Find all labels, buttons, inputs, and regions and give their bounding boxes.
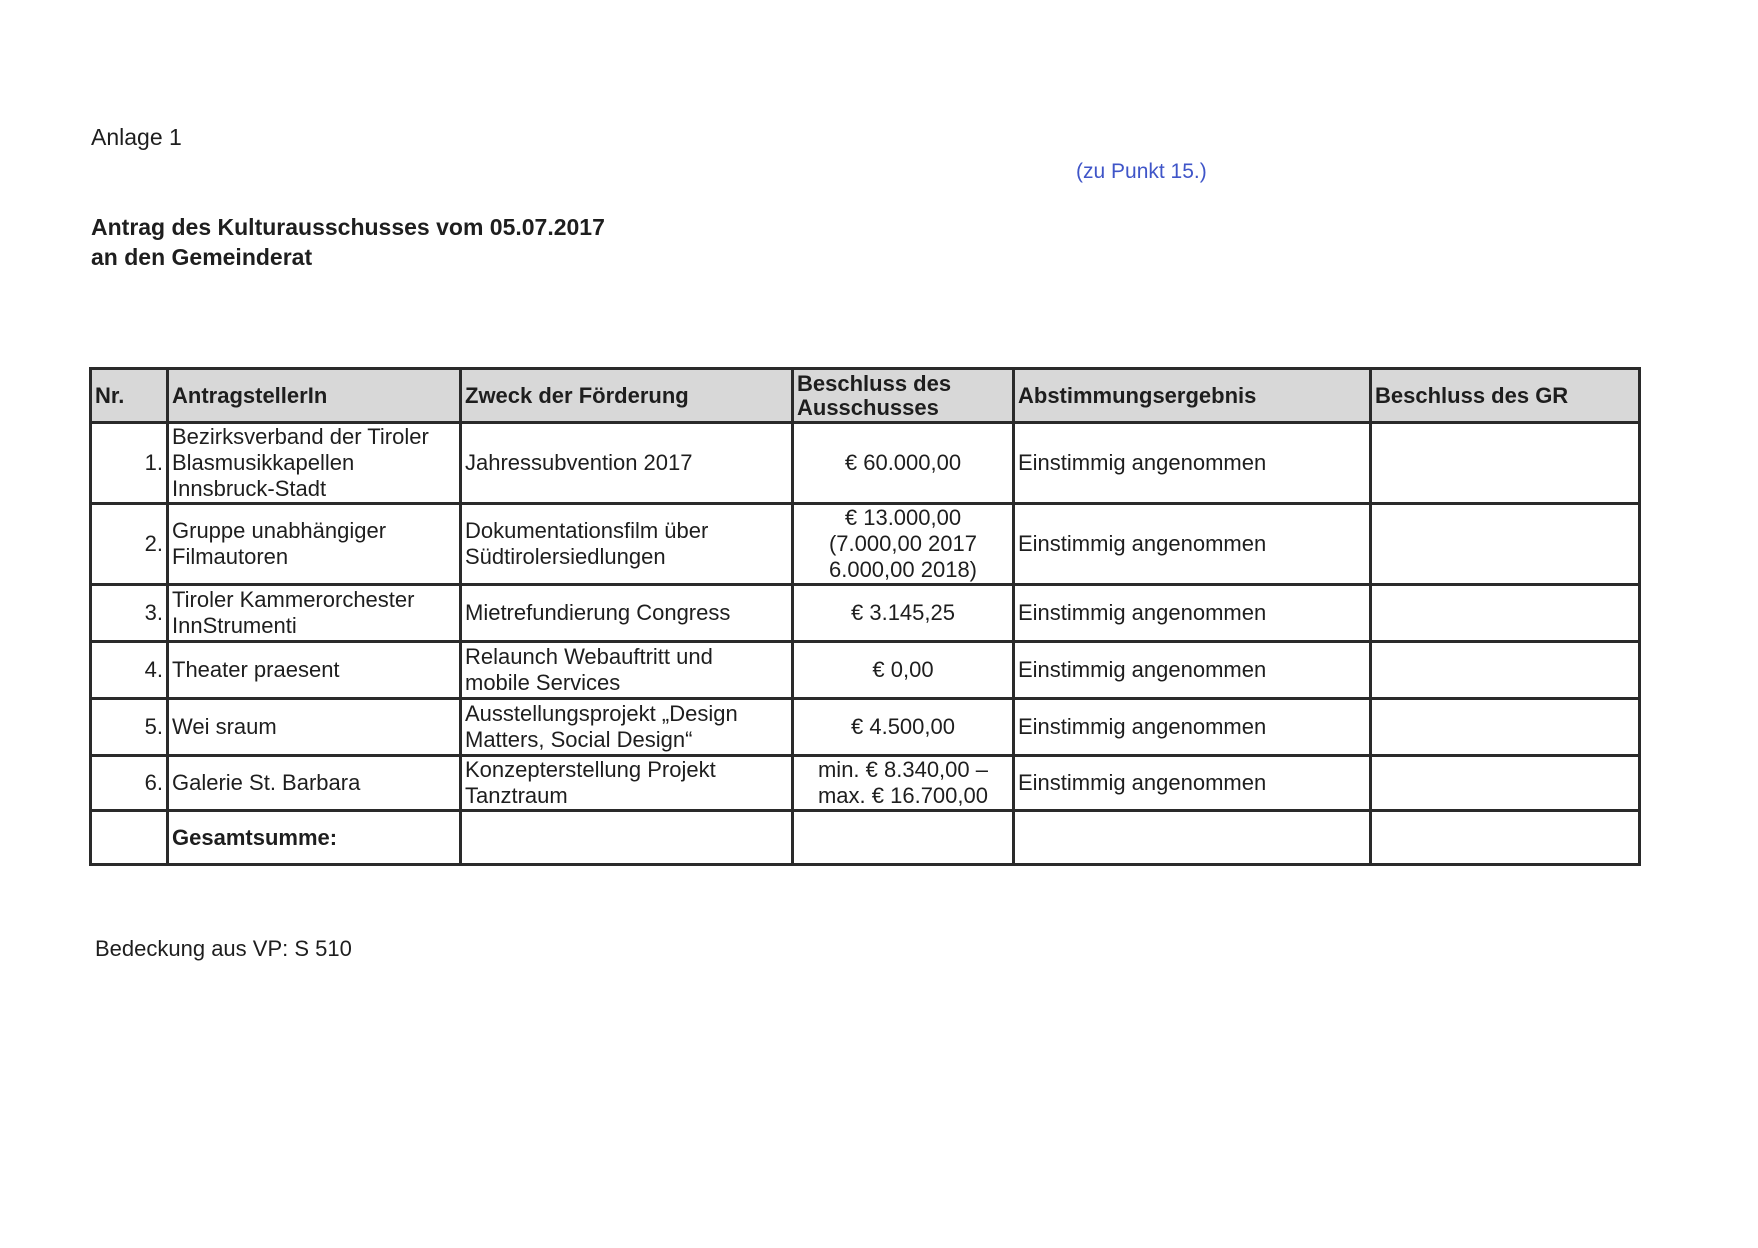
applicant-line: Gruppe unabhängiger bbox=[172, 518, 387, 543]
total-label: Gesamtsumme: bbox=[168, 811, 461, 865]
table-row bbox=[91, 756, 1640, 811]
purpose-line: Matters, Social Design“ bbox=[465, 727, 693, 752]
row-committee-amount bbox=[793, 642, 1014, 699]
amount-line: max. € 16.700,00 bbox=[817, 783, 988, 808]
purpose-line: Konzepterstellung Projekt bbox=[465, 757, 716, 782]
row-nr: 1. bbox=[91, 423, 168, 504]
row-nr: 6. bbox=[91, 756, 168, 811]
applicant-line: Filmautoren bbox=[172, 544, 289, 569]
row-purpose bbox=[461, 423, 793, 504]
row-purpose bbox=[461, 699, 793, 756]
row-committee-amount bbox=[793, 423, 1014, 504]
table-row bbox=[91, 642, 1640, 699]
row-council-decision bbox=[1371, 504, 1640, 585]
row-committee-amount bbox=[793, 699, 1014, 756]
row-nr: 3. bbox=[91, 585, 168, 642]
row-purpose bbox=[461, 642, 793, 699]
row-applicant bbox=[168, 423, 461, 504]
document-title bbox=[91, 212, 605, 272]
grants-table bbox=[89, 367, 1641, 866]
table-row bbox=[91, 423, 1640, 504]
amount-line: € 13.000,00 bbox=[844, 505, 962, 530]
total-council-cell bbox=[1371, 811, 1640, 865]
total-vote-cell bbox=[1014, 811, 1371, 865]
total-purpose-cell bbox=[461, 811, 793, 865]
table-row bbox=[91, 585, 1640, 642]
row-applicant bbox=[168, 504, 461, 585]
purpose-line: Tanztraum bbox=[465, 783, 568, 808]
applicant-line: InnStrumenti bbox=[172, 613, 297, 638]
header-vote-result: Abstimmungsergebnis bbox=[1014, 369, 1371, 423]
row-vote-result: Einstimmig angenommen bbox=[1014, 699, 1371, 756]
total-nr-cell bbox=[91, 811, 168, 865]
annex-label: Anlage 1 bbox=[91, 124, 182, 150]
row-committee-amount bbox=[793, 504, 1014, 585]
row-vote-result: Einstimmig angenommen bbox=[1014, 423, 1371, 504]
purpose-line: Ausstellungsprojekt „Design bbox=[465, 701, 738, 726]
row-applicant bbox=[168, 585, 461, 642]
row-nr: 2. bbox=[91, 504, 168, 585]
header-purpose: Zweck der Förderung bbox=[461, 369, 793, 423]
applicant-line: Galerie St. Barbara bbox=[172, 770, 361, 795]
applicant-line: Bezirksverband der Tiroler bbox=[172, 424, 429, 449]
row-vote-result: Einstimmig angenommen bbox=[1014, 756, 1371, 811]
scan-speck bbox=[1690, 30, 1695, 35]
row-committee-amount bbox=[793, 585, 1014, 642]
amount-line: € 3.145,25 bbox=[851, 600, 955, 625]
table-row bbox=[91, 504, 1640, 585]
total-row bbox=[91, 811, 1640, 865]
applicant-line: Tiroler Kammerorchester bbox=[172, 587, 415, 612]
table-header-row bbox=[91, 369, 1640, 423]
applicant-line: Blasmusikkapellen bbox=[172, 450, 355, 475]
row-applicant bbox=[168, 642, 461, 699]
amount-line: 6.000,00 2018) bbox=[828, 557, 978, 582]
row-council-decision bbox=[1371, 642, 1640, 699]
scan-speck bbox=[1718, 90, 1723, 95]
purpose-line: Südtirolersiedlungen bbox=[465, 544, 666, 569]
table-row bbox=[91, 699, 1640, 756]
row-applicant bbox=[168, 699, 461, 756]
amount-line: € 60.000,00 bbox=[844, 450, 962, 475]
header-council-decision: Beschluss des GR bbox=[1371, 369, 1640, 423]
amount-line: min. € 8.340,00 – bbox=[817, 757, 988, 782]
budget-coverage-note: Bedeckung aus VP: S 510 bbox=[95, 936, 352, 961]
header-nr: Nr. bbox=[91, 369, 168, 423]
row-nr: 4. bbox=[91, 642, 168, 699]
purpose-line: Relaunch Webauftritt und bbox=[465, 644, 713, 669]
row-nr: 5. bbox=[91, 699, 168, 756]
applicant-line: Innsbruck-Stadt bbox=[172, 476, 327, 501]
row-committee-amount bbox=[793, 756, 1014, 811]
title-line-2: an den Gemeinderat bbox=[91, 244, 313, 270]
amount-line: € 0,00 bbox=[872, 657, 934, 682]
total-amount-cell bbox=[793, 811, 1014, 865]
purpose-line: mobile Services bbox=[465, 670, 621, 695]
header-committee-decision-line-1: Beschluss des bbox=[797, 370, 952, 396]
purpose-line: Jahressubvention 2017 bbox=[465, 450, 693, 475]
amount-line: € 4.500,00 bbox=[851, 714, 955, 739]
row-vote-result: Einstimmig angenommen bbox=[1014, 504, 1371, 585]
header-committee-decision bbox=[793, 369, 1014, 423]
row-purpose bbox=[461, 756, 793, 811]
row-council-decision bbox=[1371, 585, 1640, 642]
title-line-1: Antrag des Kulturausschusses vom 05.07.2017 bbox=[91, 214, 605, 240]
row-council-decision bbox=[1371, 699, 1640, 756]
row-purpose bbox=[461, 504, 793, 585]
purpose-line: Dokumentationsfilm über bbox=[465, 518, 709, 543]
amount-line: (7.000,00 2017 bbox=[828, 531, 978, 556]
row-vote-result: Einstimmig angenommen bbox=[1014, 642, 1371, 699]
row-vote-result: Einstimmig angenommen bbox=[1014, 585, 1371, 642]
row-council-decision bbox=[1371, 756, 1640, 811]
agenda-point-reference: (zu Punkt 15.) bbox=[1076, 160, 1207, 183]
applicant-line: Theater praesent bbox=[172, 657, 340, 682]
header-committee-decision-line-2: Ausschusses bbox=[797, 394, 939, 420]
header-applicant: AntragstellerIn bbox=[168, 369, 461, 423]
row-purpose bbox=[461, 585, 793, 642]
applicant-line: Wei sraum bbox=[172, 714, 277, 739]
row-council-decision bbox=[1371, 423, 1640, 504]
purpose-line: Mietrefundierung Congress bbox=[465, 600, 731, 625]
row-applicant bbox=[168, 756, 461, 811]
